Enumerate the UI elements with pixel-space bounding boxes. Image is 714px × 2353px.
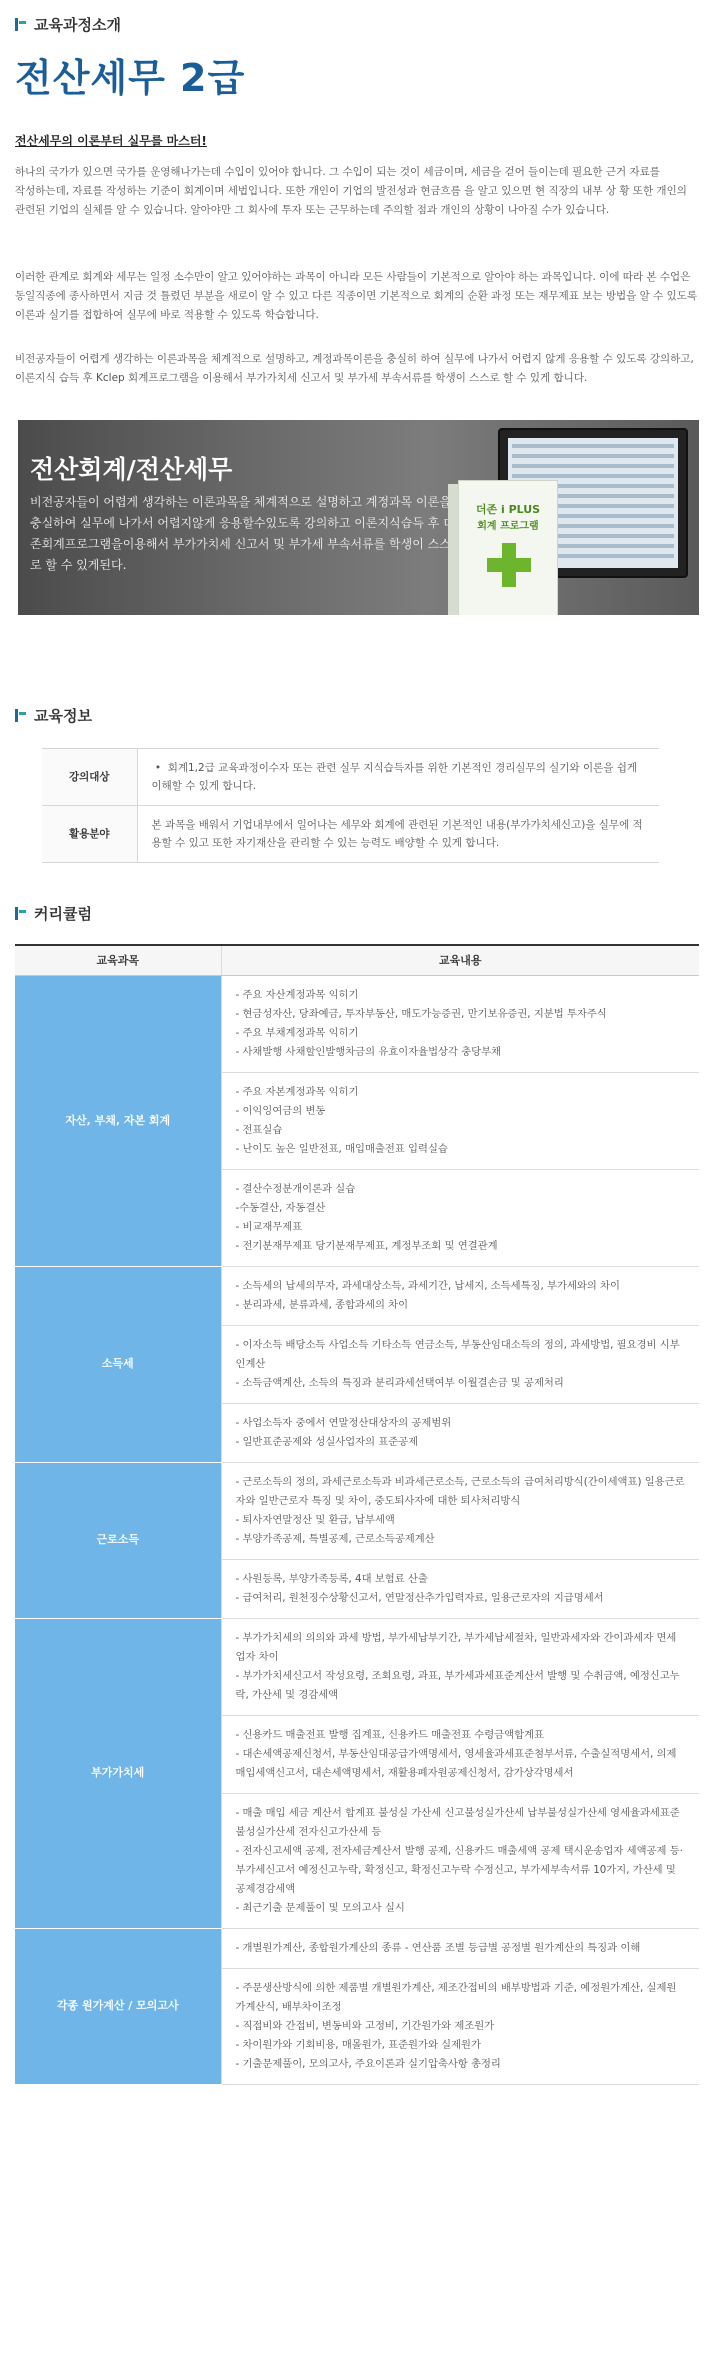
content-item: - 분리과세, 분류과세, 종합과세의 차이 [235, 1298, 409, 1311]
table-header-row [15, 945, 699, 975]
row-content: • 회계1,2급 교육과정이수자 또는 관련 실무 지식습득자를 위한 기본적인 경리실무의 실기와 이론을 쉽게 이해할 수 있게 합니다. [137, 749, 659, 806]
section-marker-icon [15, 709, 26, 722]
course-category: 각종 원가계산 / 모의고사 [15, 1928, 221, 2084]
content-item: - 이자소득 배당소득 사업소득 기타소득 연금소득, 부동산임대소득의 정의, 과세방법, 필요경비 시부인계산 [235, 1338, 680, 1370]
software-box-image [458, 480, 558, 615]
content-item: - 최근기출 문제풀이 및 모의고사 실시 [235, 1901, 405, 1914]
table-row [15, 1462, 699, 1559]
content-item: - 차이원가와 기회비용, 매몰원가, 표준원가와 실제원가 [235, 2038, 481, 2051]
content-item: - 사원등록, 부양가족등록, 4대 보험료 산출 [235, 1572, 428, 1585]
table-row [15, 1928, 699, 1968]
edu-info-table [42, 748, 659, 863]
content-item: - 비교재무제표 [235, 1220, 303, 1233]
table-row [42, 806, 659, 863]
header-course: 교육과목 [15, 945, 221, 975]
intro-subtitle: 전산세무의 이론부터 실무를 마스터! [15, 134, 207, 148]
course-category: 부가가치세 [15, 1618, 221, 1928]
course-content [221, 1462, 699, 1559]
table-row [15, 975, 699, 1072]
content-item: - 주요 자본계정과목 익히기 [235, 1085, 359, 1098]
content-item: - 개별원가계산, 종합원가계산의 종류 - 연산품 조별 등급별 공정별 원가계산의 특징과 이해 [235, 1941, 641, 1954]
course-category: 근로소득 [15, 1462, 221, 1618]
program-banner [18, 420, 699, 615]
section-label: 교육과정소개 [34, 16, 121, 34]
content-item: - 주문생산방식에 의한 제품별 개별원가계산, 제조간접비의 배부방법과 기준, 예정원가계산, 실제원가계산식, 배부차이조정 [235, 1981, 677, 2013]
content-item: - 부양가족공제, 특별공제, 근로소득공제계산 [235, 1532, 435, 1545]
course-content [221, 1559, 699, 1618]
table-row [42, 749, 659, 806]
content-item: - 대손세액공제신청서, 부동산임대공급가액명세서, 영세율과세표준첨부서류, 수출실적명세서, 의제매입세액신고서, 대손세액명세서, 재활용폐자원공제신청서, 감가상각명세서 [235, 1747, 677, 1779]
row-content: 본 과목을 배워서 기업내부에서 일어나는 세무와 회계에 관련된 기본적인 내용(부가가치세신고)을 실무에 적용할 수 있고 또한 자기재산을 관리할 수 있는 능력도 배양할 수 있게 합니다. [137, 806, 659, 863]
content-item: - 부가가치세의 의의와 과세 방법, 부가세납부기간, 부가세납세절차, 일반과세자와 간이과세자 면세업자 차이 [235, 1631, 677, 1663]
content-item: - 전기분재무제표 당기분재무제표, 계정부조회 및 연결관계 [235, 1239, 498, 1252]
content-item: - 퇴사자연말정산 및 환급, 납부세액 [235, 1513, 395, 1526]
content-item: - 기출문제풀이, 모의고사, 주요이론과 실기압축사항 총정리 [235, 2057, 501, 2070]
content-item: - 직접비와 간접비, 변동비와 고정비, 기간원가와 제조원가 [235, 2019, 495, 2032]
table-row [15, 1266, 699, 1325]
content-item: - 이익잉여금의 변동 [235, 1104, 326, 1117]
content-item: - 전표실습 [235, 1123, 283, 1136]
course-content [221, 975, 699, 1072]
content-item: - 결산수정분개이론과 실습 [235, 1182, 356, 1195]
content-item: - 부가가치세신고서 작성요령, 조회요령, 과표, 부가세과세표준계산서 발행 및 수취금액, 예정신고누락, 가산세 및 경감세액 [235, 1669, 680, 1701]
course-content [221, 1266, 699, 1325]
row-label: 강의대상 [42, 749, 137, 806]
content-item: - 주요 자산계정과목 익히기 [235, 988, 359, 1001]
content-item: - 일반표준공제와 성실사업자의 표준공제 [235, 1435, 419, 1448]
course-content [221, 1793, 699, 1928]
box-name: 회계 프로그램 [477, 521, 539, 532]
banner-text: 비전공자들이 어렵게 생각하는 이론과목을 체계적으로 설명하고 계정과목 이론을 충실하여 실무에 나가서 어렵지않게 응용할수있도록 강의하고 이론지식습득 후 더존회계프로그램을이용해서 부가가치세 신고서 및 부가세 부속서류를 학생이 스스로 할 수 있게된다. [30, 495, 455, 572]
content-item: - 신용카드 매출전표 발행 집계표, 신용카드 매출전표 수령금액합계표 [235, 1728, 544, 1741]
intro-paragraph-2: 이러한 관계로 회계와 세무는 일정 소수만이 알고 있어야하는 과목이 아니라 모든 사람들이 기본적으로 알아야 하는 과목입니다. 이에 따라 본 수업은 동일직종에 종사하면서 지금 것 틀렸던 부분을 새로이 알 수 있고 다른 직종이면 기본적으로 회계의 순환 과정 또는 재무제표 보는 방법을 알 수 있도록 이론과 실기를 접합하여 실무에 바로 적용할 수 있도록 학습합니다. [15, 271, 698, 321]
section-label: 커리큘럼 [34, 905, 92, 923]
table-row [15, 1618, 699, 1715]
course-content [221, 1169, 699, 1266]
course-content [221, 1618, 699, 1715]
row-label: 활용분야 [42, 806, 137, 863]
course-content [221, 1072, 699, 1169]
page-title: 전산세무 2급 [15, 56, 246, 100]
course-category: 소득세 [15, 1266, 221, 1462]
section-marker-icon [15, 907, 26, 920]
course-content [221, 1715, 699, 1793]
content-item: - 매출 매입 세금 계산서 합계표 불성실 가산세 신고불성실가산세 납부불성실가산세 영세율과세표준 불성실가산세 전자신고가산세 등 [235, 1806, 680, 1838]
intro-paragraph-3: 비전공자들이 어렵게 생각하는 이론과목을 체계적으로 설명하고, 계정과목이론을 충실히 하여 실무에 나가서 어렵지 않게 응용할 수 있도록 강의하고, 이론지식 습득 후 Kclep 회계프로그램을 이용해서 부가가치세 신고서 및 부가세 부속서류를 학생이 스스로 할 수 있게 합니다. [15, 353, 694, 384]
content-item: - 근로소득의 정의, 과세근로소득과 비과세근로소득, 근로소득의 급여처리방식(간이세액표) 일용근로자와 일반근로자 특징 및 차이, 중도퇴사자에 대한 퇴사처리방식 [235, 1475, 685, 1507]
section-label: 교육정보 [34, 707, 92, 725]
content-item: -수동결산, 자동결산 [235, 1201, 326, 1214]
plus-cross-icon [487, 543, 531, 587]
content-item: - 사업소득자 중에서 연말정산대상자의 공제범위 [235, 1416, 452, 1429]
content-item: - 사채발행 사채할인발행차금의 유효이자율법상각 충당부채 [235, 1045, 501, 1058]
content-item: - 현금성자산, 당좌예금, 투자부동산, 매도가능증권, 만기보유증권, 지분법 투자주식 [235, 1007, 607, 1020]
content-item: - 소득금액계산, 소득의 특징과 분리과세선택여부 이월결손금 및 공제처리 [235, 1376, 564, 1389]
section-marker-icon [15, 18, 26, 31]
course-content [221, 1928, 699, 1968]
content-item: - 급여처리, 원천징수상황신고서, 연말정산추가입력자료, 일용근로자의 지급명세서 [235, 1591, 604, 1604]
banner-title: 전산회계/전산세무 [30, 455, 233, 484]
content-item: - 주요 부채계정과목 익히기 [235, 1026, 359, 1039]
course-content [221, 1325, 699, 1403]
content-item: - 소득세의 납세의무자, 과세대상소득, 과세기간, 납세지, 소득세특징, 부가세와의 차이 [235, 1279, 620, 1292]
curriculum-table [15, 944, 699, 2085]
header-content: 교육내용 [221, 945, 699, 975]
box-brand: 더존 i PLUS [475, 503, 541, 516]
intro-paragraph-1: 하나의 국가가 있으면 국가를 운영해나가는데 수입이 있어야 합니다. 그 수입이 되는 것이 세금이며, 세금을 걷어 들이는데 필요한 근거 자료를 작성하는데, 자료를 작성하는 기준이 회계이며 세법입니다. 또한 개인이 기업의 발전성과 현금흐름 을 알고 있으면 현 직장의 내부 상 황 또한 개인의 관련된 기업의 실체를 알 수 있습니다. 알아야만 그 회사에 투자 또는 근무하는데 주의할 점과 개인의 상황이 나아질 수가 있습니다. [15, 166, 687, 216]
section-header-course-intro [15, 14, 121, 35]
content-item: - 전자신고세액 공제, 전자세금계산서 발행 공제, 신용카드 매출세액 공제 택시운송업자 세액공제 등· 부가세신고서 예정신고누락, 확정신고, 확정신고누락 수정신고, 부가세부속서류 10가지, 가산세 및 공제경감세액 [235, 1844, 683, 1895]
content-item: - 난이도 높은 일반전표, 매입매출전표 입력실습 [235, 1142, 448, 1155]
course-category: 자산, 부채, 자본 회계 [15, 975, 221, 1266]
course-content [221, 1968, 699, 2084]
section-header-curriculum [15, 903, 92, 924]
section-header-edu-info [15, 705, 92, 726]
course-content [221, 1403, 699, 1462]
